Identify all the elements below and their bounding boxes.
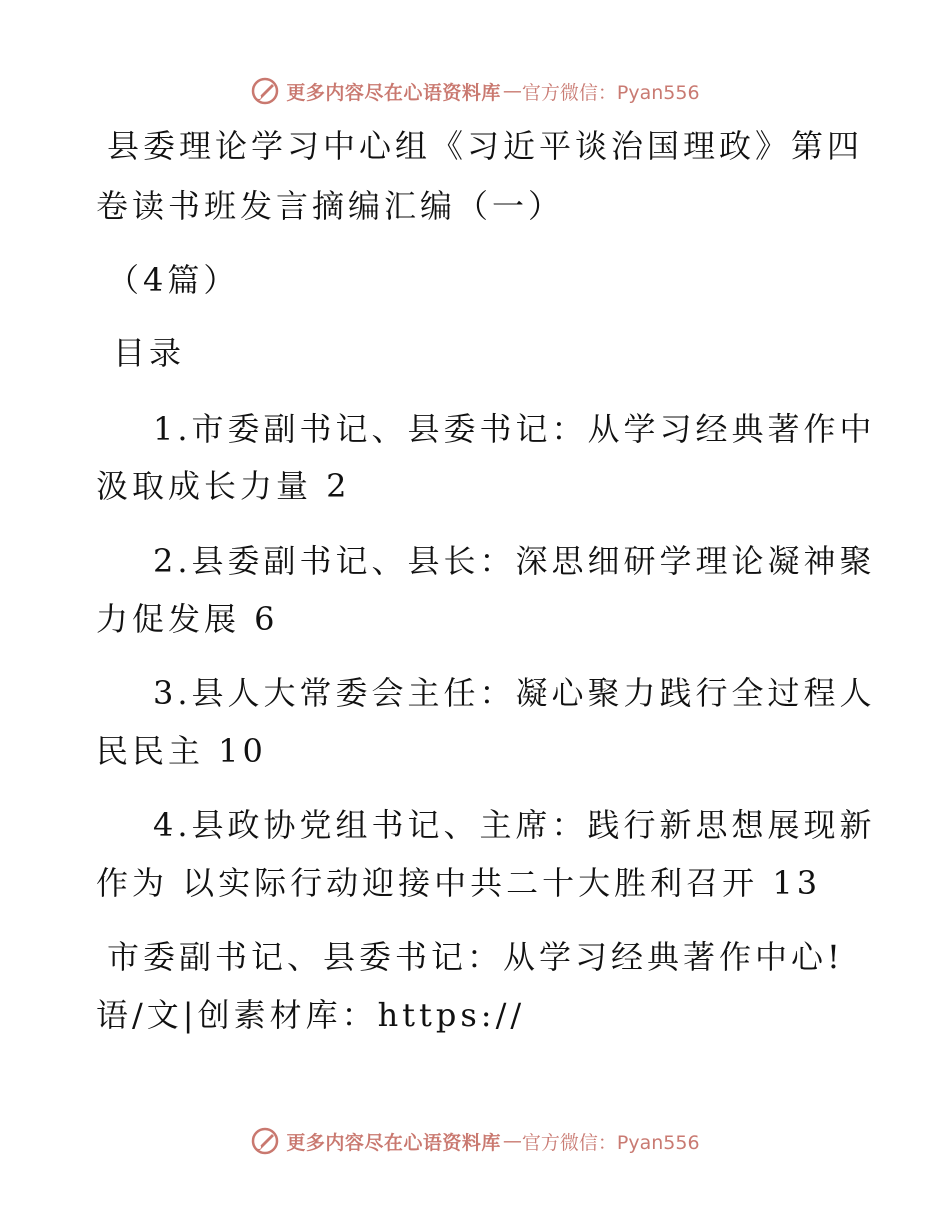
toc-item-1-line-2[interactable]: 汲取成长力量 2 — [96, 467, 351, 505]
section-heading-line-2: 语/文|创素材库：https:// — [96, 996, 526, 1034]
watermark-header — [0, 71, 950, 111]
toc-item-1-line-1[interactable]: 1.市委副书记、县委书记：从学习经典著作中 — [153, 410, 876, 448]
watermark-brand: 更多内容尽在心语资料库 — [286, 81, 501, 104]
document-title-line-1: 县委理论学习中心组《习近平谈治国理政》第四 — [107, 127, 864, 165]
quill-logo-icon — [250, 1126, 280, 1156]
document-title-line-2: 卷读书班发言摘编汇编（一） — [96, 187, 565, 225]
watermark-dash: — — [502, 1130, 520, 1152]
toc-item-3-line-2[interactable]: 民民主 10 — [96, 732, 267, 770]
section-heading-line-1: 市委副书记、县委书记：从学习经典著作中心! — [107, 938, 844, 976]
watermark-footer — [0, 1121, 950, 1161]
toc-item-4-line-2[interactable]: 作为 以实际行动迎接中共二十大胜利召开 13 — [96, 864, 822, 902]
watermark-brand: 更多内容尽在心语资料库 — [286, 1131, 501, 1154]
watermark-contact: 官方微信：Pyan556 — [521, 1131, 700, 1154]
toc-item-3-line-1[interactable]: 3.县人大常委会主任：凝心聚力践行全过程人 — [153, 674, 876, 712]
article-count: （4篇） — [107, 261, 240, 299]
toc-heading: 目录 — [113, 334, 186, 372]
toc-item-2-line-2[interactable]: 力促发展 6 — [96, 600, 279, 638]
toc-item-4-line-1[interactable]: 4.县政协党组书记、主席：践行新思想展现新 — [153, 806, 876, 844]
watermark-contact: 官方微信：Pyan556 — [521, 81, 700, 104]
watermark-dash: — — [502, 80, 520, 102]
quill-logo-icon — [250, 76, 280, 106]
toc-item-2-line-1[interactable]: 2.县委副书记、县长：深思细研学理论凝神聚 — [153, 542, 876, 580]
